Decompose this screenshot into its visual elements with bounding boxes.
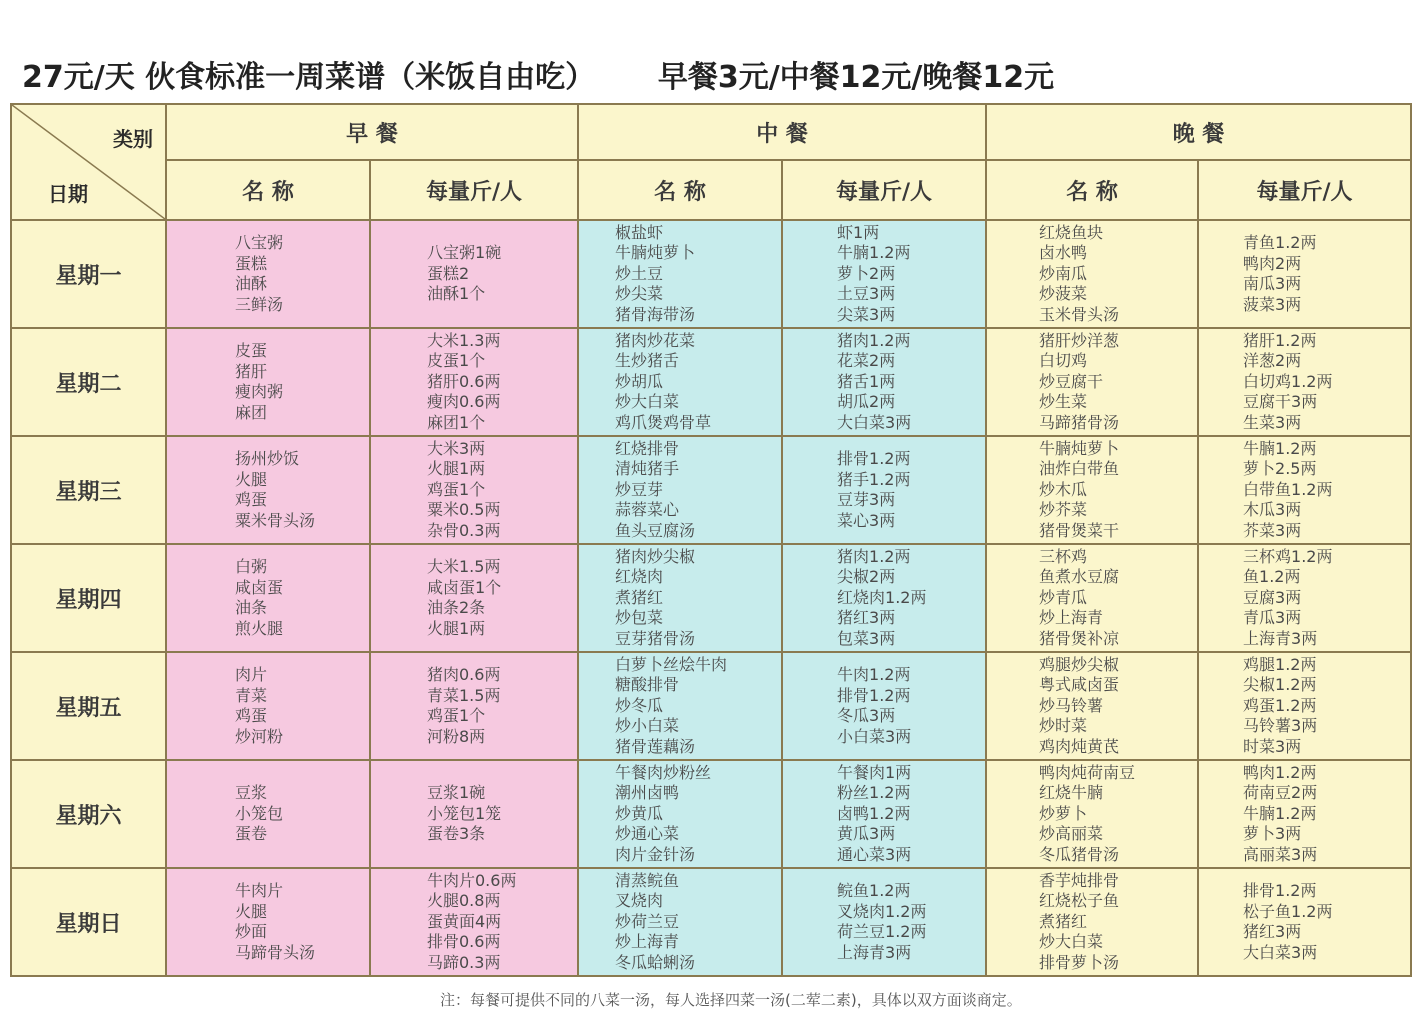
quantity-item: 火腿0.8两 <box>427 891 501 911</box>
lunch-dish-list <box>578 760 782 868</box>
dish-item: 糖酸排骨 <box>615 675 680 695</box>
quantity-item: 高丽菜3两 <box>1243 844 1318 864</box>
dish-item: 红烧排骨 <box>615 438 680 458</box>
quantity-item: 麻团1个 <box>427 412 486 432</box>
dish-item: 火腿 <box>235 901 268 921</box>
lunch-dish-list <box>578 652 782 760</box>
quantity-item: 萝卜3两 <box>1243 824 1302 844</box>
dish-item: 炒大白菜 <box>1039 932 1104 952</box>
breakfast-dish-list <box>166 652 370 760</box>
dinner-quantity-list <box>1198 760 1411 868</box>
quantity-item: 叉烧肉1.2两 <box>837 901 927 921</box>
dinner-quantity-list <box>1198 544 1411 652</box>
lunch-name-header: 名 称 <box>578 160 782 220</box>
dish-item: 小笼包 <box>235 803 284 823</box>
breakfast-quantity-list <box>370 220 578 328</box>
quantity-item: 红烧肉1.2两 <box>837 587 927 607</box>
quantity-item: 尖菜3两 <box>837 304 896 324</box>
dish-item: 炒豆芽 <box>615 479 664 499</box>
dish-item: 炒尖菜 <box>615 284 664 304</box>
page-title: 27元/天 伙食标准一周菜谱（米饭自由吃） 早餐3元/中餐12元/晚餐12元 <box>22 60 1055 95</box>
dish-item: 炒生菜 <box>1039 392 1088 412</box>
quantity-item: 粟米0.5两 <box>427 500 501 520</box>
quantity-item: 马蹄0.3两 <box>427 952 501 972</box>
dish-item: 猪骨煲补凉 <box>1039 628 1120 648</box>
dish-item: 炒上海青 <box>615 932 680 952</box>
quantity-item: 生菜3两 <box>1243 412 1302 432</box>
dish-item: 白切鸡 <box>1039 351 1088 371</box>
day-row <box>11 436 1411 544</box>
dish-item: 粤式咸卤蛋 <box>1039 675 1120 695</box>
quantity-item: 尖椒2两 <box>837 567 896 587</box>
day-row <box>11 544 1411 652</box>
dish-item: 炒大白菜 <box>615 392 680 412</box>
quantity-item: 胡瓜2两 <box>837 392 896 412</box>
dish-item: 青菜 <box>235 685 268 705</box>
quantity-item: 青菜1.5两 <box>427 685 501 705</box>
dish-item: 咸卤蛋 <box>235 577 284 597</box>
dish-item: 炒高丽菜 <box>1039 824 1104 844</box>
quantity-item: 油酥1个 <box>427 284 486 304</box>
day-label: 星期二 <box>11 328 166 436</box>
menu-table <box>10 103 1412 977</box>
dish-item: 生炒猪舌 <box>615 351 680 371</box>
dinner-qty-header: 每量斤/人 <box>1198 160 1411 220</box>
lunch-dish-list <box>578 328 782 436</box>
quantity-item: 猪肉1.2两 <box>837 546 911 566</box>
quantity-item: 猪舌1两 <box>837 371 896 391</box>
dinner-header: 晚 餐 <box>986 104 1411 160</box>
dish-item: 八宝粥 <box>235 233 284 252</box>
category-label: 类别 <box>113 127 153 151</box>
quantity-item: 黄瓜3两 <box>837 824 896 844</box>
dish-item: 炒通心菜 <box>615 824 680 844</box>
dish-item: 油条 <box>235 598 268 617</box>
quantity-item: 大米1.5两 <box>427 557 501 576</box>
lunch-dish-list <box>578 220 782 328</box>
quantity-item: 鸡蛋1个 <box>427 706 486 725</box>
quantity-item: 蛋卷3条 <box>427 824 486 844</box>
dish-item: 潮州卤鸭 <box>615 783 680 803</box>
quantity-item: 咸卤蛋1个 <box>427 577 502 597</box>
dish-item: 冬瓜猪骨汤 <box>1039 844 1120 864</box>
quantity-item: 排骨1.2两 <box>837 449 911 468</box>
dish-item: 红烧牛腩 <box>1039 783 1104 803</box>
quantity-item: 荷南豆2两 <box>1243 783 1318 803</box>
quantity-item: 大米3两 <box>427 438 486 458</box>
quantity-item: 松子鱼1.2两 <box>1243 901 1333 921</box>
dish-item: 麻团 <box>235 402 268 422</box>
quantity-item: 豆腐干3两 <box>1243 392 1318 412</box>
dish-item: 鸡蛋 <box>235 706 268 725</box>
breakfast-quantity-list <box>370 868 578 976</box>
quantity-item: 三杯鸡1.2两 <box>1243 546 1333 566</box>
quantity-item: 鱼1.2两 <box>1243 567 1301 587</box>
dish-item: 炒青瓜 <box>1039 587 1088 607</box>
dish-item: 猪肝炒洋葱 <box>1039 330 1120 350</box>
dinner-dish-list <box>986 328 1198 436</box>
dinner-dish-list <box>986 436 1198 544</box>
quantity-item: 南瓜3两 <box>1243 274 1302 293</box>
dish-item: 牛肉片 <box>235 881 284 900</box>
quantity-item: 牛腩1.2两 <box>1243 438 1317 458</box>
dish-item: 炒萝卜 <box>1039 803 1088 823</box>
quantity-item: 牛腩1.2两 <box>837 243 911 263</box>
dish-item: 牛腩炖萝卜 <box>615 243 696 263</box>
quantity-item: 尖椒1.2两 <box>1243 675 1317 695</box>
quantity-item: 瘦肉0.6两 <box>427 392 501 412</box>
quantity-item: 鸭肉2两 <box>1243 253 1302 273</box>
quantity-item: 油条2条 <box>427 598 486 617</box>
dish-item: 清蒸鲩鱼 <box>615 870 680 890</box>
breakfast-header: 早 餐 <box>166 104 578 160</box>
breakfast-dish-list <box>166 328 370 436</box>
dish-item: 猪肉炒花菜 <box>615 330 696 350</box>
dinner-dish-list <box>986 544 1198 652</box>
quantity-item: 皮蛋1个 <box>427 351 486 371</box>
quantity-item: 火腿1两 <box>427 459 486 479</box>
dish-item: 炒荷兰豆 <box>615 911 680 931</box>
dish-item: 油酥 <box>235 274 268 293</box>
dish-item: 煮猪红 <box>1039 911 1088 931</box>
dish-item: 肉片 <box>235 665 268 684</box>
dish-item: 粟米骨头汤 <box>235 510 316 530</box>
quantity-item: 豆腐3两 <box>1243 587 1302 607</box>
dinner-quantity-list <box>1198 652 1411 760</box>
quantity-item: 猪手1.2两 <box>837 469 911 489</box>
dish-item: 豆浆 <box>235 783 268 803</box>
breakfast-dish-list <box>166 220 370 328</box>
dish-item: 蛋卷 <box>235 824 268 844</box>
quantity-item: 鸭肉1.2两 <box>1243 762 1317 782</box>
dinner-quantity-list <box>1198 436 1411 544</box>
dish-item: 炒菠菜 <box>1039 284 1088 304</box>
dish-item: 椒盐虾 <box>615 222 664 242</box>
quantity-item: 鸡蛋1.2两 <box>1243 695 1317 715</box>
quantity-item: 猪红3两 <box>837 608 896 628</box>
quantity-item: 马铃薯3两 <box>1243 716 1318 736</box>
quantity-item: 土豆3两 <box>837 284 896 304</box>
quantity-item: 大白菜3两 <box>837 412 912 432</box>
lunch-header: 中 餐 <box>578 104 986 160</box>
lunch-dish-list <box>578 868 782 976</box>
dish-item: 鸡爪煲鸡骨草 <box>615 412 712 432</box>
dish-item: 炒包菜 <box>615 608 664 628</box>
day-label: 星期一 <box>11 220 166 328</box>
quantity-item: 卤鸭1.2两 <box>837 803 911 823</box>
quantity-item: 通心菜3两 <box>837 844 912 864</box>
quantity-item: 青瓜3两 <box>1243 608 1302 628</box>
lunch-quantity-list <box>782 868 986 976</box>
quantity-item: 豆芽3两 <box>837 490 896 509</box>
day-row <box>11 760 1411 868</box>
breakfast-dish-list <box>166 544 370 652</box>
dish-item: 豆芽猪骨汤 <box>615 628 696 648</box>
lunch-quantity-list <box>782 220 986 328</box>
dish-item: 鸡蛋 <box>235 490 268 509</box>
breakfast-dish-list <box>166 868 370 976</box>
quantity-item: 小笼包1笼 <box>427 803 502 823</box>
quantity-item: 河粉8两 <box>427 726 486 746</box>
quantity-item: 蛋黄面4两 <box>427 911 502 931</box>
breakfast-quantity-list <box>370 436 578 544</box>
dish-item: 鸡肉炖黄芪 <box>1039 736 1120 756</box>
quantity-item: 白带鱼1.2两 <box>1243 479 1333 499</box>
dish-item: 炒面 <box>235 922 268 941</box>
quantity-item: 大米1.3两 <box>427 330 501 350</box>
quantity-item: 上海青3两 <box>1243 628 1318 648</box>
dish-item: 叉烧肉 <box>615 891 664 911</box>
lunch-dish-list <box>578 436 782 544</box>
quantity-item: 火腿1两 <box>427 618 486 638</box>
day-row <box>11 220 1411 328</box>
quantity-item: 小白菜3两 <box>837 726 912 746</box>
dish-item: 炒黄瓜 <box>615 803 664 823</box>
dish-item: 炒胡瓜 <box>615 371 664 391</box>
breakfast-quantity-list <box>370 328 578 436</box>
quantity-item: 虾1两 <box>837 222 880 242</box>
breakfast-qty-header: 每量斤/人 <box>370 160 578 220</box>
date-label: 日期 <box>48 182 88 206</box>
quantity-item: 冬瓜3两 <box>837 706 896 725</box>
quantity-item: 大白菜3两 <box>1243 942 1318 962</box>
day-row <box>11 328 1411 436</box>
quantity-item: 猪肉0.6两 <box>427 665 501 684</box>
footnote: 注：每餐可提供不同的八菜一汤，每人选择四菜一汤(二荤二素)，具体以双方面谈商定。 <box>440 991 1022 1009</box>
dish-item: 香芋炖排骨 <box>1039 870 1120 890</box>
lunch-qty-header: 每量斤/人 <box>782 160 986 220</box>
breakfast-quantity-list <box>370 652 578 760</box>
quantity-item: 芥菜3两 <box>1243 520 1302 540</box>
dish-item: 扬州炒饭 <box>235 449 300 468</box>
lunch-quantity-list <box>782 544 986 652</box>
dish-item: 白萝卜丝烩牛肉 <box>615 654 728 674</box>
dish-item: 玉米骨头汤 <box>1039 304 1120 324</box>
dish-item: 排骨萝卜汤 <box>1039 952 1120 972</box>
dinner-quantity-list <box>1198 868 1411 976</box>
dish-item: 煎火腿 <box>235 618 284 638</box>
quantity-item: 菠菜3两 <box>1243 294 1302 314</box>
dish-item: 马蹄骨头汤 <box>235 942 316 962</box>
dish-item: 牛腩炖萝卜 <box>1039 438 1120 458</box>
dish-item: 肉片金针汤 <box>615 844 696 864</box>
dish-item: 炒河粉 <box>235 726 284 746</box>
dish-item: 卤水鸭 <box>1039 243 1088 263</box>
dinner-dish-list <box>986 868 1198 976</box>
lunch-quantity-list <box>782 436 986 544</box>
lunch-dish-list <box>578 544 782 652</box>
quantity-item: 白切鸡1.2两 <box>1243 371 1333 391</box>
dinner-quantity-list <box>1198 328 1411 436</box>
day-label: 星期六 <box>11 760 166 868</box>
dish-item: 鱼头豆腐汤 <box>615 520 696 540</box>
dinner-dish-list <box>986 652 1198 760</box>
dish-item: 炒上海青 <box>1039 608 1104 628</box>
dish-item: 红烧鱼块 <box>1039 222 1104 242</box>
breakfast-quantity-list <box>370 544 578 652</box>
breakfast-name-header: 名 称 <box>166 160 370 220</box>
dish-item: 鱼煮水豆腐 <box>1039 567 1120 587</box>
quantity-item: 时菜3两 <box>1243 736 1302 756</box>
dish-item: 猪肉炒尖椒 <box>615 546 696 566</box>
quantity-item: 猪肉1.2两 <box>837 330 911 350</box>
quantity-item: 包菜3两 <box>837 628 896 648</box>
quantity-item: 鲩鱼1.2两 <box>837 881 911 900</box>
dish-item: 猪骨海带汤 <box>615 304 696 324</box>
day-label: 星期三 <box>11 436 166 544</box>
breakfast-dish-list <box>166 436 370 544</box>
dish-item: 猪骨莲藕汤 <box>615 736 696 756</box>
day-label: 星期五 <box>11 652 166 760</box>
quantity-item: 青鱼1.2两 <box>1243 233 1317 252</box>
quantity-item: 杂骨0.3两 <box>427 520 501 540</box>
quantity-item: 萝卜2.5两 <box>1243 459 1317 479</box>
quantity-item: 荷兰豆1.2两 <box>837 922 927 941</box>
day-row <box>11 652 1411 760</box>
dish-item: 瘦肉粥 <box>235 382 284 401</box>
dinner-dish-list <box>986 760 1198 868</box>
dish-item: 皮蛋 <box>235 341 268 360</box>
dish-item: 清炖猪手 <box>615 459 680 479</box>
quantity-item: 鸡蛋1个 <box>427 479 486 499</box>
quantity-item: 萝卜2两 <box>837 263 896 283</box>
dish-item: 炒土豆 <box>615 263 664 283</box>
quantity-item: 牛肉1.2两 <box>837 665 911 684</box>
quantity-item: 菜心3两 <box>837 510 896 530</box>
quantity-item: 排骨1.2两 <box>1243 881 1317 900</box>
quantity-item: 八宝粥1碗 <box>427 243 502 263</box>
dish-item: 蛋糕 <box>235 253 268 273</box>
dish-item: 炒小白菜 <box>615 716 680 736</box>
dinner-name-header: 名 称 <box>986 160 1198 220</box>
dish-item: 马蹄猪骨汤 <box>1039 412 1120 432</box>
quantity-item: 木瓜3两 <box>1243 500 1302 520</box>
lunch-quantity-list <box>782 760 986 868</box>
dish-item: 午餐肉炒粉丝 <box>615 762 712 782</box>
quantity-item: 午餐肉1两 <box>837 762 912 782</box>
quantity-item: 粉丝1.2两 <box>837 783 911 803</box>
quantity-item: 花菜2两 <box>837 351 896 371</box>
dish-item: 鸡腿炒尖椒 <box>1039 654 1120 674</box>
breakfast-dish-list <box>166 760 370 868</box>
quantity-item: 牛腩1.2两 <box>1243 803 1317 823</box>
dish-item: 炒豆腐干 <box>1039 371 1104 391</box>
dish-item: 炒芥菜 <box>1039 500 1088 520</box>
dish-item: 炒冬瓜 <box>615 695 664 715</box>
dish-item: 炒时菜 <box>1039 716 1088 736</box>
day-label: 星期日 <box>11 868 166 976</box>
dish-item: 白粥 <box>235 557 268 576</box>
quantity-item: 豆浆1碗 <box>427 783 486 803</box>
dish-item: 火腿 <box>235 469 268 489</box>
quantity-item: 排骨0.6两 <box>427 932 501 952</box>
dish-item: 红烧松子鱼 <box>1039 891 1120 911</box>
quantity-item: 排骨1.2两 <box>837 685 911 705</box>
lunch-quantity-list <box>782 652 986 760</box>
dish-item: 炒马铃薯 <box>1039 695 1104 715</box>
breakfast-quantity-list <box>370 760 578 868</box>
dish-item: 猪肝 <box>235 361 268 381</box>
quantity-item: 牛肉片0.6两 <box>427 870 517 890</box>
quantity-item: 鸡腿1.2两 <box>1243 654 1317 674</box>
quantity-item: 洋葱2两 <box>1243 351 1302 371</box>
quantity-item: 上海青3两 <box>837 942 912 962</box>
quantity-item: 猪红3两 <box>1243 922 1302 941</box>
dish-item: 炒木瓜 <box>1039 479 1088 499</box>
dinner-dish-list <box>986 220 1198 328</box>
quantity-item: 猪肝1.2两 <box>1243 330 1317 350</box>
quantity-item: 蛋糕2 <box>427 263 470 283</box>
dish-item: 红烧肉 <box>615 567 664 587</box>
dish-item: 三杯鸡 <box>1039 546 1088 566</box>
corner-header <box>11 104 166 220</box>
dish-item: 炒南瓜 <box>1039 263 1088 283</box>
dish-item: 鸭肉炖荷南豆 <box>1039 762 1136 782</box>
lunch-quantity-list <box>782 328 986 436</box>
dish-item: 蒜蓉菜心 <box>615 500 680 520</box>
menu-body <box>11 220 1411 976</box>
quantity-item: 猪肝0.6两 <box>427 371 501 391</box>
dish-item: 油炸白带鱼 <box>1039 459 1120 479</box>
day-label: 星期四 <box>11 544 166 652</box>
dinner-quantity-list <box>1198 220 1411 328</box>
day-row <box>11 868 1411 976</box>
dish-item: 冬瓜蛤蜊汤 <box>615 952 696 972</box>
dish-item: 煮猪红 <box>615 587 664 607</box>
dish-item: 三鲜汤 <box>235 294 284 314</box>
dish-item: 猪骨煲菜干 <box>1039 520 1120 540</box>
